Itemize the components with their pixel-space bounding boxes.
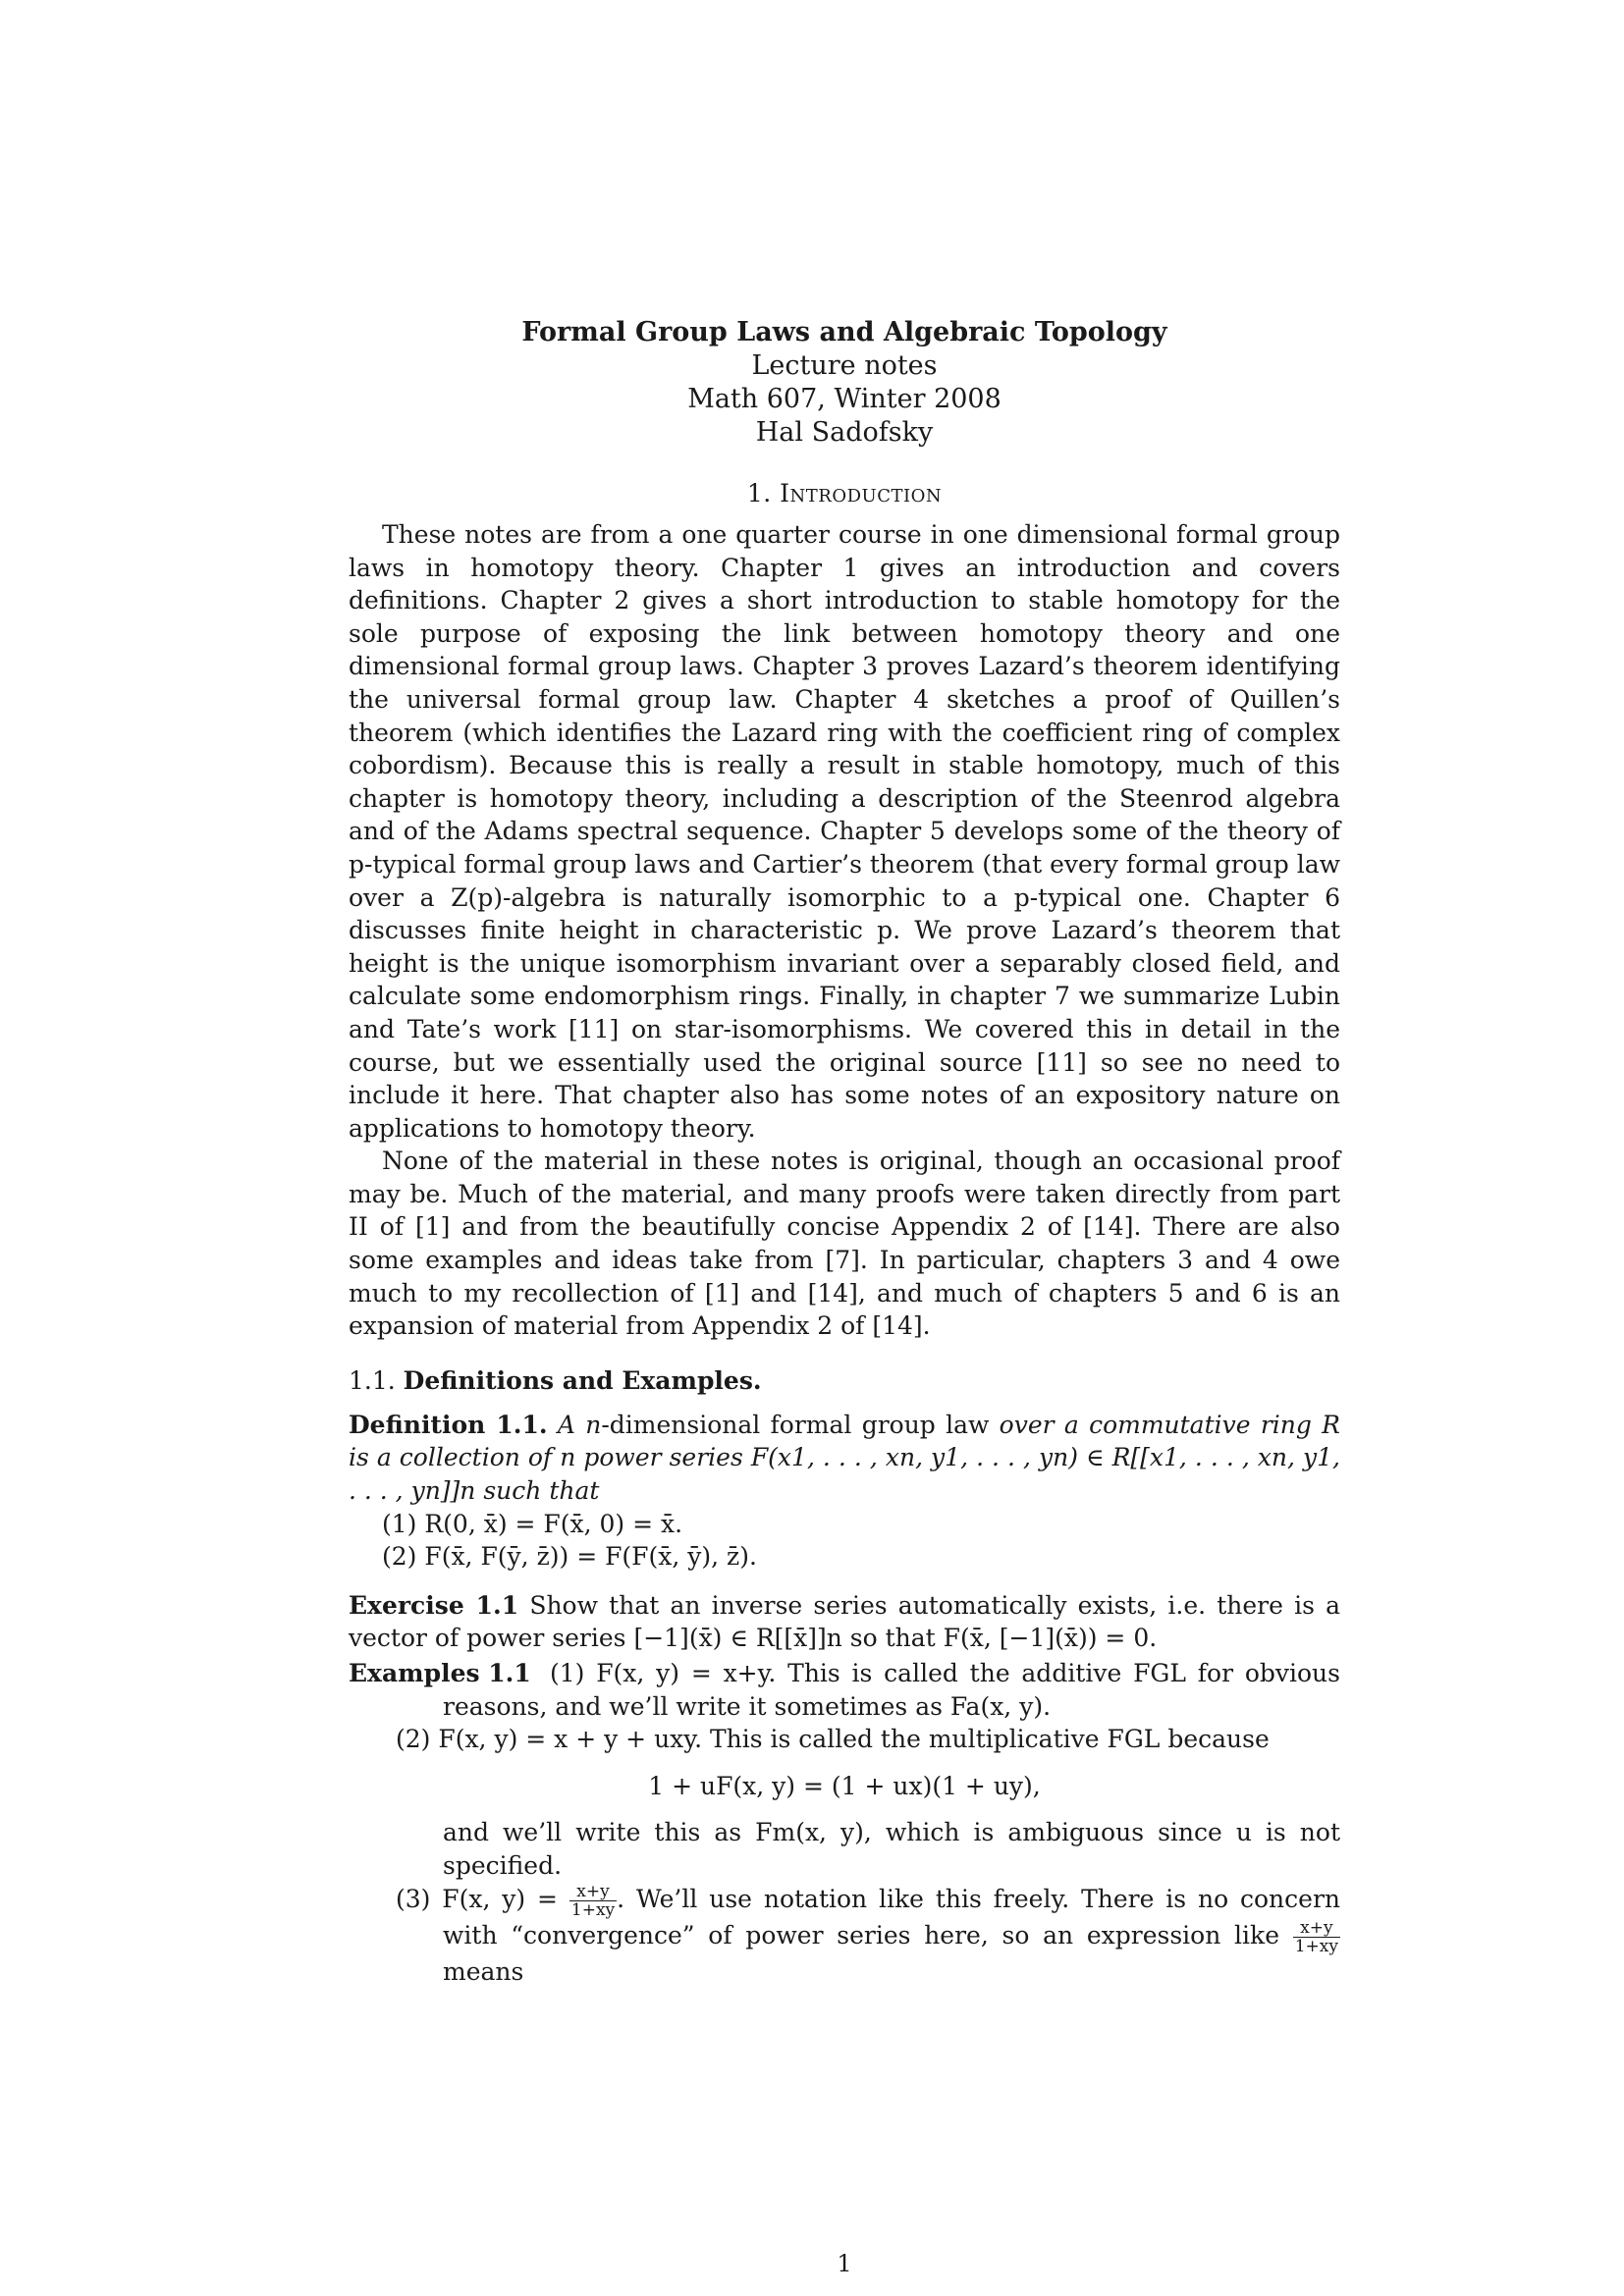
fraction-denominator: 1+xy xyxy=(570,1899,616,1920)
example-1-text: (1) F(x, y) = x+y. This is called the additive FGL for obvious reasons, and we’ll write it sometimes as Fa(x, y). xyxy=(443,1659,1340,1721)
example-3-text-a: (3) F(x, y) = xyxy=(396,1884,569,1913)
definition-label: Definition 1.1. xyxy=(349,1410,548,1439)
subsection-title: Definitions and Examples. xyxy=(403,1365,762,1395)
fraction xyxy=(569,1883,617,1919)
example-2-text: (2) F(x, y) = x + y + uxy. This is called the multiplicative FGL because xyxy=(396,1725,1270,1754)
fraction-numerator: x+y xyxy=(1293,1919,1340,1938)
example-item-3 xyxy=(349,1883,1340,1989)
definition-conditions xyxy=(382,1508,1340,1574)
intro-paragraph-2: None of the material in these notes is original, though an occasional proof may be. Much of the material, and many proofs were taken directly from part II of [1] and from the beautifully concise Appendix 2 of [14]. There are also some examples and ideas take from [7]. In particular, chapters 3 and 4 owe much to my recollection of [1] and [14], and much of chapters 5 and 6 is an expansion of material from Appendix 2 of [14]. xyxy=(349,1147,1340,1341)
subsection-heading xyxy=(349,1366,1340,1395)
examples-block xyxy=(349,1657,1340,1988)
fraction xyxy=(1293,1919,1340,1955)
course-line: Math 607, Winter 2008 xyxy=(687,384,1001,414)
definition-text-c: over a commutative ring R is a collection of n power series F(x1, . . . , xn, y1, . . . , yn) ∈ R[[x1, . . . , xn, y1, . . . , yn]]n such that xyxy=(349,1410,1340,1506)
example-2-continuation: and we’ll write this as Fm(x, y), which is ambiguous since u is not specified. xyxy=(443,1818,1340,1880)
exercise-block xyxy=(349,1589,1340,1655)
fraction-numerator: x+y xyxy=(569,1883,617,1901)
exercise-label: Exercise 1.1 xyxy=(349,1590,519,1620)
example-3-text-b: . We’ll use notation like this freely. There is no concern with “convergence” of power series here, so an expression like xyxy=(443,1884,1341,1949)
title-block xyxy=(349,316,1340,450)
author-name: Hal Sadofsky xyxy=(755,417,934,448)
example-item-1 xyxy=(349,1657,1340,1723)
examples-label: Examples 1.1 xyxy=(349,1659,531,1687)
intro-body xyxy=(349,518,1340,1343)
intro-paragraph-1: These notes are from a one quarter course in one dimensional formal group laws in homotopy theory. Chapter 1 gives an introduction and covers definitions. Chapter 2 gives a short introduction to stable homotopy for the sole purpose of exposing the link between homotopy theory and one dimensional formal group laws. Chapter 3 proves Lazard’s theorem identifying the universal formal group law. Chapter 4 sketches a proof of Quillen’s theorem (which identifies the Lazard ring with the coefficient ring of complex cobordism). Because this is really a result in stable homotopy, much of this chapter is homotopy theory, including a description of the Steenrod algebra and of the Adams spectral sequence. Chapter 5 develops some of the theory of p-typical formal group laws and Cartier’s theorem (that every formal group law over a Z(p)-algebra is naturally isomorphic to a p-typical one. Chapter 6 discusses finite height in characteristic p. We prove Lazard’s theorem that height is the unique isomorphism invariant over a separably closed field, and calculate some endomorphism rings. Finally, in chapter 7 we summarize Lubin and Tate’s work [11] on star-isomorphisms. We covered this in detail in the course, but we essentially used the original source [11] so see no need to include it here. That chapter also has some notes of an expository nature on applications to homotopy theory. xyxy=(349,520,1340,1143)
exercise-text: Show that an inverse series automatically exists, i.e. there is a vector of power series [−1](x̄) ∈ R[[x̄]]n so that F(x̄, [−1](x̄)) = 0. xyxy=(349,1590,1340,1653)
fraction-denominator: 1+xy xyxy=(1294,1936,1338,1956)
examples-list xyxy=(349,1723,1340,1756)
subsection-number: 1.1. xyxy=(349,1365,396,1395)
definition-condition: (2) F(x̄, F(ȳ, z̄)) = F(F(x̄, ȳ), z̄). xyxy=(382,1542,757,1572)
display-equation: 1 + uF(x, y) = (1 + ux)(1 + uy), xyxy=(648,1771,1041,1800)
example-3-text-c: means xyxy=(443,1956,524,1986)
example-item-2 xyxy=(349,1723,1340,1756)
page-number: 1 xyxy=(837,2250,852,2277)
definition-block xyxy=(349,1409,1340,1574)
document-page xyxy=(349,316,1341,2277)
section-number: 1. xyxy=(746,479,772,507)
definition-text-b: -dimensional formal group law xyxy=(601,1410,1000,1439)
section-heading xyxy=(349,477,1340,510)
definition-text-a: A xyxy=(557,1410,586,1439)
section-title: Introduction xyxy=(780,479,943,507)
examples-list-cont xyxy=(349,1883,1340,1989)
definition-var-n: n xyxy=(585,1410,602,1439)
definition-condition: (1) R(0, x̄) = F(x̄, 0) = x̄. xyxy=(382,1509,683,1538)
paper-subtitle: Lecture notes xyxy=(751,350,938,381)
paper-title: Formal Group Laws and Algebraic Topology xyxy=(521,317,1167,347)
